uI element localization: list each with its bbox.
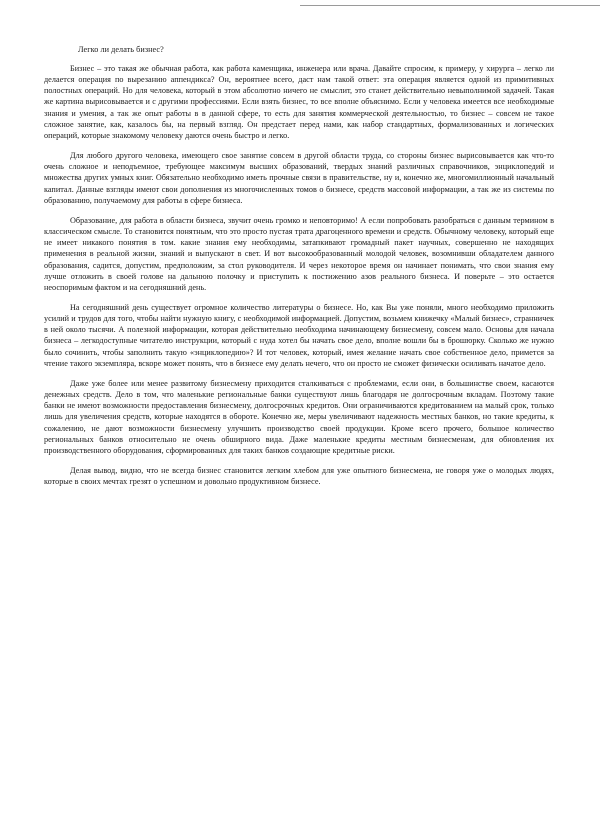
body-paragraph: Образование, для работа в области бизнеса, звучит очень громко и неповторимо! А если попробовать разобраться с данным термином в классическом смысле. То становится понятным, что это просто пустая трата драгоценного времени и средств. Обычному человеку, который еще не имеет никакого понятия в том. какие знания ему необходимы, затапкивают громадный пакет научных, совершенно не находящих применения в реальной жизни, знаний и выпускают в свет. И вот высокообразованный молодой человек, возомнивши обладателем данного образования, садится, допустим, предположим, за стол руководителя. И через некоторое время он начинает понимать, что свои знания ему лучше отложить в своей голове на дальнюю полочку и приступить к постижению азов реального бизнеса. И поверьте – это остается неоспоримым фактом и на сегодняшний день.	[44, 215, 554, 292]
body-paragraph: Делая вывод, видно, что не всегда бизнес становится легким хлебом для уже опытного бизнесмена, не говоря уже о молодых людях, которые в своих мечтах грезят о успешном и довольно продуктивном бизнесе.	[44, 466, 554, 487]
page-title: Легко ли делать бизнес?	[78, 45, 164, 54]
body-paragraph: На сегодняшний день существует огромное количество литературы о бизнесе. Но, как Вы уже поняли, много необходимо приложить усилий и трудов для того, чтобы найти нужную книгу, с необходимой информацией. Допустим, возьмем книжечку «Малый бизнес», странничек в ней около тысячи. А полезной информации, которая действительно необходима начинающему бизнесмену, совсем мало. Основы для начала бизнеса – легкодоступные читателю инструкции, который с нуда хотел бы начать свое дело, вполне вошли бы в брошюрку. Сколько же нужно было сочинить, чтобы заполнить такую «энциклопедию»? И тот человек, который, имея желание начать свое собственное дело, примется за чтение такого экземпляра, вскоре может понять, что в бизнесе ему делать нечего, что он просто не сможет физически осиливать начатое дело.	[44, 302, 554, 368]
body-paragraph: Для любого другого человека, имеющего свое занятие совсем в другой области труда, со стороны бизнес вырисовывается как что-то очень сложное и неподъемное, требующее максимум высших образований, твердых знаний различных справочников, энциклопедий и множества других умных книг. Обязательно необходимо иметь прочные связи в правительстве, ну и, конечно же, многомиллионный начальный капитал. Данные взгляды имеют свои дополнения из многочисленных томов о бизнесе, средств массовой информации, а так же из системы по образованию, получаемому для работы в сфере бизнеса.	[44, 151, 554, 205]
header-divider	[300, 5, 600, 6]
body-paragraph: Даже уже более или менее развитому бизнесмену приходится сталкиваться с проблемами, если они, в большинстве своем, касаются денежных средств. Дело в том, что маленькие региональные банки существуют лишь благодаря не долгосрочным вкладам. Поэтому такие банки не имеют возможности предоставления бизнесмену, долгосрочных кредитов. Они ограничиваются кредитованием на малый срок, только лишь для увеличения средств, которые находятся в обороте. Конечно же, меры увеличивают надежность местных банков, но такие кредиты, к сожалению, не дают возможности бизнесмену улучшить производство своей продукции. Кроме всего прочего, большое количество региональных банков относительно не очень обширного вида. Даже маленькие кредиты местным бизнесменам, для обновления их производственного оборудования, сформированных для таких банков создающие кредитные риски.	[44, 378, 554, 455]
body-paragraph: Бизнес – это такая же обычная работа, как работа каменщика, инженера или врача. Давайте спросим, к примеру, у хирурга – легко ли делается операция по вырезанию аппендикса? Он, вероятнее всего, даст нам такой ответ: эта операция является одной из примитивных полостных операций. Но для человека, который в этом абсолютно ничего не смыслит, это станет действительно невыполнимой задачей. Такая же картина вырисовывается и с другими профессиями. Если взять бизнес, то все вполне объяснимо. Если у человека имеется все необходимые знания и умения, а так же опыт работы в в данной сфере, то есть для занятия коммерческой деятельностью, то бизнес – совсем не такое сложное занятие, как, казалось бы, на первый взгляд. Он предстает перед нами, как набор стандартных, формализованных и логических операций, которые знакомому человеку даются очень быстро и легко.	[44, 64, 554, 140]
